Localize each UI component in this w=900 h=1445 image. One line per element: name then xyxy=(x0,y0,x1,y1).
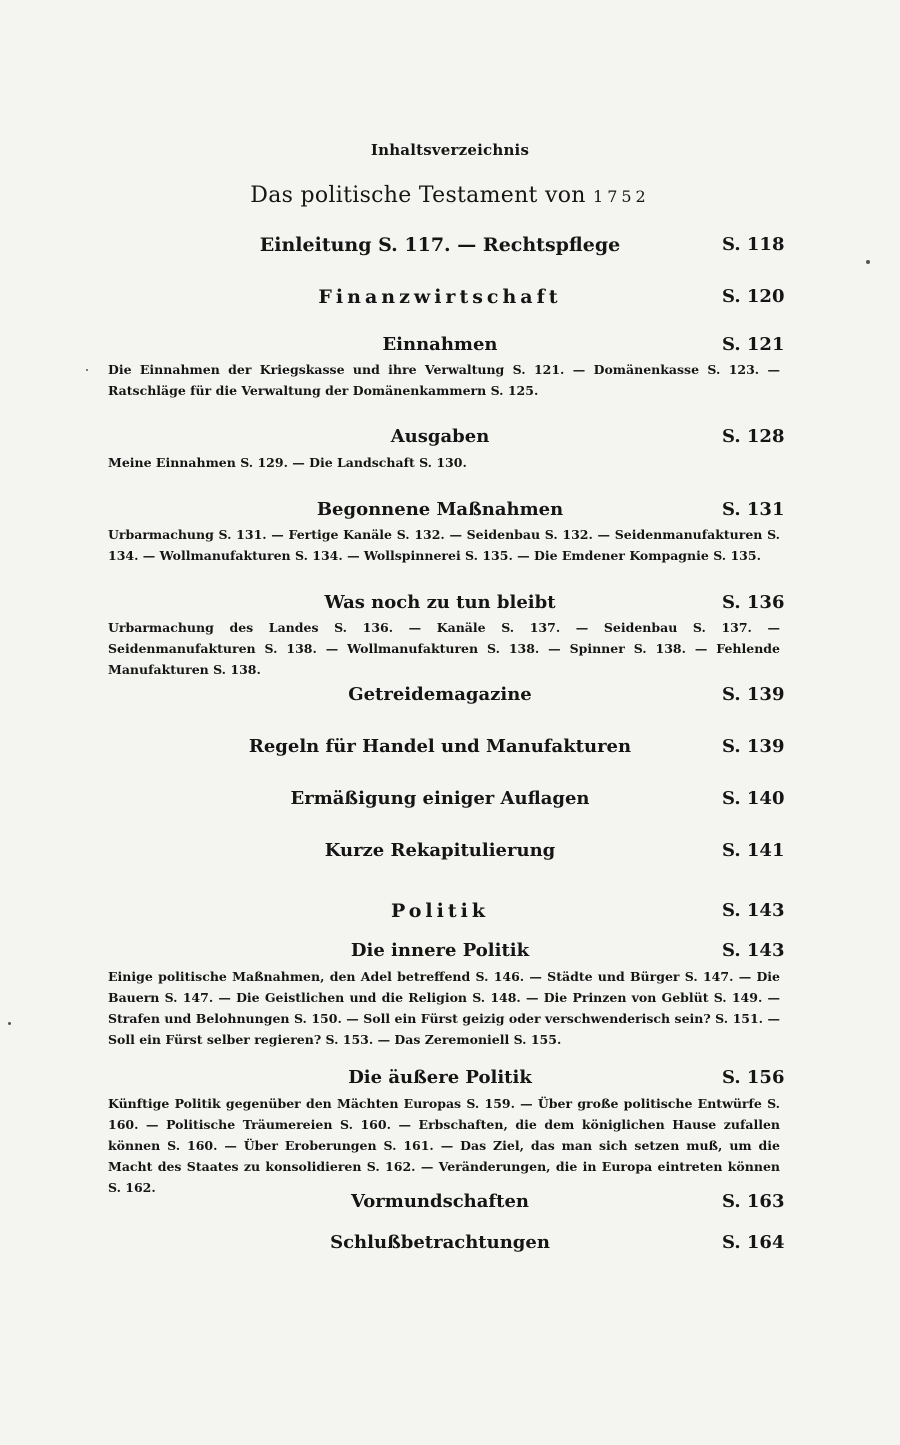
toc-kicker: Inhaltsverzeichnis xyxy=(370,141,530,159)
toc-entry-page-finanzwirtschaft: S. 120 xyxy=(722,286,785,307)
toc-entry-title-was-noch-zu-tun-bleibt: Was noch zu tun bleibt xyxy=(324,592,556,613)
toc-entry-page-ausgaben: S. 128 xyxy=(722,426,785,447)
toc-entry-title-vormundschaften: Vormundschaften xyxy=(350,1191,530,1212)
scan-speck xyxy=(866,260,870,264)
toc-entry-title-ausgaben: Ausgaben xyxy=(390,426,490,447)
toc-year: 1752 xyxy=(593,187,650,206)
toc-entry-page-regeln: S. 139 xyxy=(722,736,785,757)
toc-title-line xyxy=(0,183,900,208)
toc-entry-text-innere-politik: Einige politische Maßnahmen, den Adel betreffend S. 146. — Städte und Bürger S. 147. — Die Bauern S. 147. — Die Geistlichen und die Religion S. 148. — Die Prinzen von Geblüt S. 149. — Strafen und Belohnungen S. 150. — Soll ein Fürst geizig oder verschwenderisch sein? S. 151. — Soll ein Fürst selber regieren? S. 153. — Das Zeremoniell S. 155. xyxy=(108,969,780,1047)
toc-entry-text-aeussere-politik: Künftige Politik gegenüber den Mächten Europas S. 159. — Über große politische Entwürfe S. 160. — Politische Träumereien S. 160. — Erbschaften, die dem königlichen Hause zufallen können S. 160. — Über Eroberungen S. 161. — Das Ziel, das man sich setzen muß, um die Macht des Staates zu konsolidieren S. 162. — Veränderungen, die in Europa eintreten können S. 162. xyxy=(108,1096,780,1195)
scan-speck xyxy=(8,1022,11,1025)
toc-entry-title-einleitung: Einleitung S. 117. — Rechtspflege xyxy=(259,234,621,256)
toc-entry-title-aeussere-politik: Die äußere Politik xyxy=(348,1067,532,1088)
toc-entry-title-innere-politik: Die innere Politik xyxy=(350,940,530,961)
toc-entry-title-regeln: Regeln für Handel und Manufakturen xyxy=(248,736,632,757)
toc-entry-page-innere-politik: S. 143 xyxy=(722,940,785,961)
toc-entry-page-was-noch-zu-tun-bleibt: S. 136 xyxy=(722,592,785,613)
toc-entry-page-begonnene-massnahmen: S. 131 xyxy=(722,499,785,520)
toc-entry-title-kurze-rekapitulierung: Kurze Rekapitulierung xyxy=(324,840,556,861)
toc-entry-title-einnahmen: Einnahmen xyxy=(382,334,498,355)
toc-entry-page-aeussere-politik: S. 156 xyxy=(722,1067,785,1088)
toc-entry-title-ermaessigung: Ermäßigung einiger Auflagen xyxy=(290,788,590,809)
toc-entry-title-begonnene-massnahmen: Begonnene Maßnahmen xyxy=(316,499,564,520)
toc-entry-page-schlussbetrachtungen: S. 164 xyxy=(722,1232,785,1253)
toc-entry-page-einleitung: S. 118 xyxy=(722,234,785,255)
toc-entry-page-kurze-rekapitulierung: S. 141 xyxy=(722,840,785,861)
toc-entry-title-finanzwirtschaft: Finanzwirtschaft xyxy=(318,286,562,308)
toc-entry-page-ermaessigung: S. 140 xyxy=(722,788,785,809)
toc-entry-title-politik: Politik xyxy=(390,900,490,922)
toc-entry-title-getreidemagazine: Getreidemagazine xyxy=(348,684,532,705)
toc-entry-text-einnahmen: Die Einnahmen der Kriegskasse und ihre Verwaltung S. 121. — Domänenkasse S. 123. — Ratschläge für die Verwaltung der Domänenkammern S. 125. xyxy=(108,362,780,398)
toc-entry-text-ausgaben: Meine Einnahmen S. 129. — Die Landschaft S. 130. xyxy=(108,455,467,470)
toc-entry-text-begonnene-massnahmen: Urbarmachung S. 131. — Fertige Kanäle S. 132. — Seidenbau S. 132. — Seidenmanufakturen S. 134. — Wollmanufakturen S. 134. — Wollspinnerei S. 135. — Die Emdener Kompagnie S. 135. xyxy=(108,527,780,563)
toc-entry-title-schlussbetrachtungen: Schlußbetrachtungen xyxy=(330,1232,550,1253)
toc-title: Das politische Testament von xyxy=(250,183,586,208)
toc-entry-page-vormundschaften: S. 163 xyxy=(722,1191,785,1212)
toc-entry-page-getreidemagazine: S. 139 xyxy=(722,684,785,705)
toc-entry-text-was-noch-zu-tun-bleibt: Urbarmachung des Landes S. 136. — Kanäle S. 137. — Seidenbau S. 137. — Seidenmanufakturen S. 138. — Wollmanufakturen S. 138. — Spinner S. 138. — Fehlende Manufakturen S. 138. xyxy=(108,620,780,677)
toc-entry-page-einnahmen: S. 121 xyxy=(722,334,785,355)
scan-speck xyxy=(86,369,88,371)
toc-entry-page-politik: S. 143 xyxy=(722,900,785,921)
